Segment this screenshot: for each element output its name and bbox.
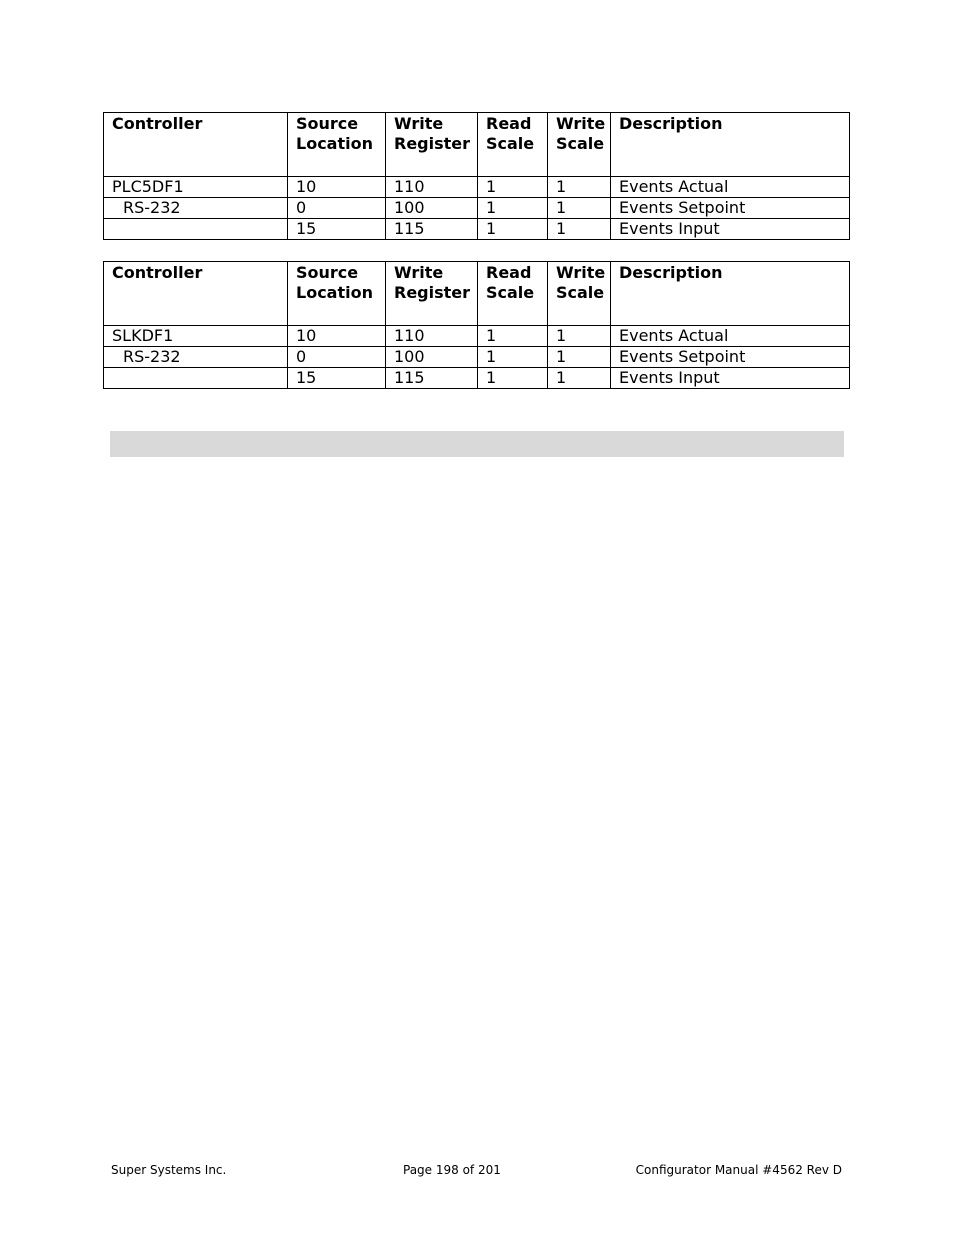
cell-description: Events Input: [611, 368, 850, 389]
cell-source-location: 15: [288, 219, 386, 240]
cell-source-location: 10: [288, 326, 386, 347]
cell-write-scale: 1: [548, 177, 611, 198]
header-description: Description: [611, 113, 850, 177]
cell-description: Events Actual: [611, 177, 850, 198]
header-controller: Controller: [104, 113, 288, 177]
footer-manual-title: Configurator Manual #4562 Rev D: [635, 1163, 842, 1177]
header-read-scale: Read Scale: [478, 262, 548, 326]
header-description: Description: [611, 262, 850, 326]
table-row: [104, 347, 850, 368]
cell-source-location: 15: [288, 368, 386, 389]
cell-read-scale: 1: [478, 198, 548, 219]
header-source-location: Source Location: [288, 113, 386, 177]
cell-controller: RS-232: [104, 198, 288, 219]
header-write-register: Write Register: [386, 113, 478, 177]
cell-read-scale: 1: [478, 326, 548, 347]
cell-write-scale: 1: [548, 326, 611, 347]
cell-read-scale: 1: [478, 368, 548, 389]
cell-source-location: 0: [288, 198, 386, 219]
table-row: [104, 198, 850, 219]
register-table-plc5df1: [103, 112, 850, 240]
table-row: [104, 368, 850, 389]
cell-controller: [104, 368, 288, 389]
table-row: [104, 177, 850, 198]
cell-write-register: 115: [386, 368, 478, 389]
cell-description: Events Setpoint: [611, 347, 850, 368]
register-table-slkdf1: [103, 261, 850, 389]
cell-write-register: 110: [386, 177, 478, 198]
cell-controller: RS-232: [104, 347, 288, 368]
header-write-scale: Write Scale: [548, 113, 611, 177]
cell-write-scale: 1: [548, 368, 611, 389]
header-read-scale: Read Scale: [478, 113, 548, 177]
cell-description: Events Input: [611, 219, 850, 240]
header-write-scale: Write Scale: [548, 262, 611, 326]
header-write-register: Write Register: [386, 262, 478, 326]
cell-controller: [104, 219, 288, 240]
header-source-location: Source Location: [288, 262, 386, 326]
cell-source-location: 10: [288, 177, 386, 198]
table-header-row: [104, 113, 850, 177]
cell-write-register: 115: [386, 219, 478, 240]
section-shade-bar: [110, 431, 844, 457]
cell-write-register: 100: [386, 198, 478, 219]
footer-company: Super Systems Inc.: [111, 1163, 227, 1177]
cell-write-register: 100: [386, 347, 478, 368]
cell-description: Events Actual: [611, 326, 850, 347]
header-controller: Controller: [104, 262, 288, 326]
cell-read-scale: 1: [478, 219, 548, 240]
cell-description: Events Setpoint: [611, 198, 850, 219]
cell-read-scale: 1: [478, 177, 548, 198]
footer-page-number: Page 198 of 201: [403, 1163, 501, 1177]
table-row: [104, 326, 850, 347]
cell-write-register: 110: [386, 326, 478, 347]
cell-source-location: 0: [288, 347, 386, 368]
cell-controller: PLC5DF1: [104, 177, 288, 198]
cell-write-scale: 1: [548, 347, 611, 368]
table-row: [104, 219, 850, 240]
table-header-row: [104, 262, 850, 326]
cell-write-scale: 1: [548, 198, 611, 219]
cell-read-scale: 1: [478, 347, 548, 368]
cell-controller: SLKDF1: [104, 326, 288, 347]
cell-write-scale: 1: [548, 219, 611, 240]
